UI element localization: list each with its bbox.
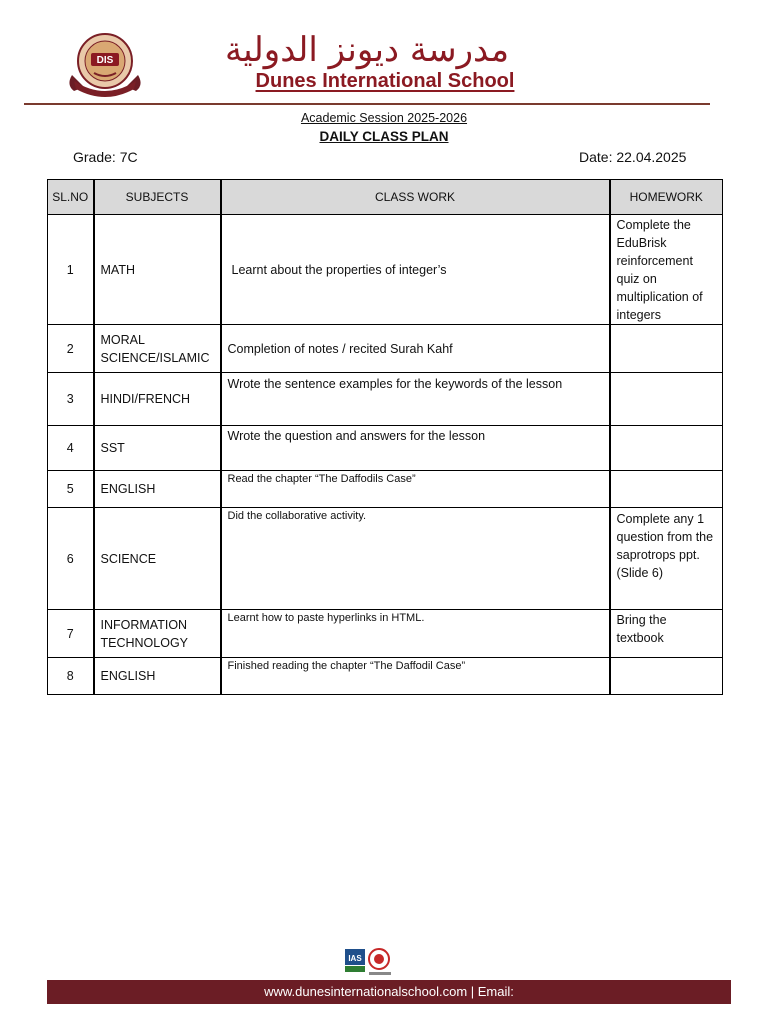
row-class-work: Wrote the sentence examples for the keywords of the lesson — [221, 373, 610, 426]
school-name-arabic: مدرسة ديونز الدولية — [224, 30, 510, 70]
page-title: DAILY CLASS PLAN — [319, 129, 449, 144]
header-sl-no: SL.NO — [48, 180, 94, 215]
row-subject: MORAL SCIENCE/ISLAMIC — [94, 325, 221, 373]
table-row — [48, 658, 723, 695]
svg-text:IAS: IAS — [348, 954, 362, 963]
row-sl: 3 — [48, 373, 94, 426]
table-row — [48, 610, 723, 658]
header-subjects: SUBJECTS — [94, 180, 221, 215]
row-homework: Bring the textbook — [610, 610, 723, 658]
class-plan-table — [47, 179, 723, 695]
table-row — [48, 215, 723, 325]
header-homework: HOMEWORK — [610, 180, 723, 215]
header-class-work: CLASS WORK — [221, 180, 610, 215]
row-sl: 1 — [48, 215, 94, 325]
table-row — [48, 325, 723, 373]
school-name-english: Dunes International School — [255, 70, 515, 92]
row-homework: Complete any 1 question from the saprotrops ppt. (Slide 6) — [610, 508, 723, 610]
row-sl: 4 — [48, 426, 94, 471]
row-homework — [610, 471, 723, 508]
row-sl: 7 — [48, 610, 94, 658]
row-class-work: Learnt how to paste hyperlinks in HTML. — [221, 610, 610, 658]
date-label: Date: 22.04.2025 — [579, 149, 687, 165]
row-homework — [610, 658, 723, 695]
academic-session: Academic Session 2025-2026 — [300, 111, 468, 125]
row-homework — [610, 325, 723, 373]
row-homework: Complete the EduBrisk reinforcement quiz on multiplication of integers — [610, 215, 723, 325]
row-subject: HINDI/FRENCH — [94, 373, 221, 426]
row-class-work: Completion of notes / recited Surah Kahf — [221, 325, 610, 373]
table-row — [48, 508, 723, 610]
row-class-work: Did the collaborative activity. — [221, 508, 610, 610]
accreditation-badges — [345, 946, 393, 978]
grade-label: Grade: 7C — [73, 149, 138, 165]
row-subject: INFORMATION TECHNOLOGY — [94, 610, 221, 658]
table-header-row — [48, 180, 723, 215]
footer-contact-bar: www.dunesinternationalschool.com | Email: — [47, 980, 731, 1004]
table-row — [48, 373, 723, 426]
row-sl: 5 — [48, 471, 94, 508]
row-homework — [610, 426, 723, 471]
row-sl: 8 — [48, 658, 94, 695]
row-subject: ENGLISH — [94, 658, 221, 695]
row-subject: MATH — [94, 215, 221, 325]
header-divider — [24, 103, 710, 105]
row-sl: 2 — [48, 325, 94, 373]
row-homework — [610, 373, 723, 426]
row-class-work: Read the chapter “The Daffodils Case” — [221, 471, 610, 508]
row-subject: SCIENCE — [94, 508, 221, 610]
school-logo — [64, 31, 146, 99]
svg-text:DIS: DIS — [96, 55, 114, 66]
table-row — [48, 426, 723, 471]
table-row — [48, 471, 723, 508]
row-subject: SST — [94, 426, 221, 471]
row-class-work: Learnt about the properties of integer’s — [221, 215, 610, 325]
row-sl: 6 — [48, 508, 94, 610]
row-class-work: Finished reading the chapter “The Daffodil Case” — [221, 658, 610, 695]
row-subject: ENGLISH — [94, 471, 221, 508]
row-class-work: Wrote the question and answers for the lesson — [221, 426, 610, 471]
